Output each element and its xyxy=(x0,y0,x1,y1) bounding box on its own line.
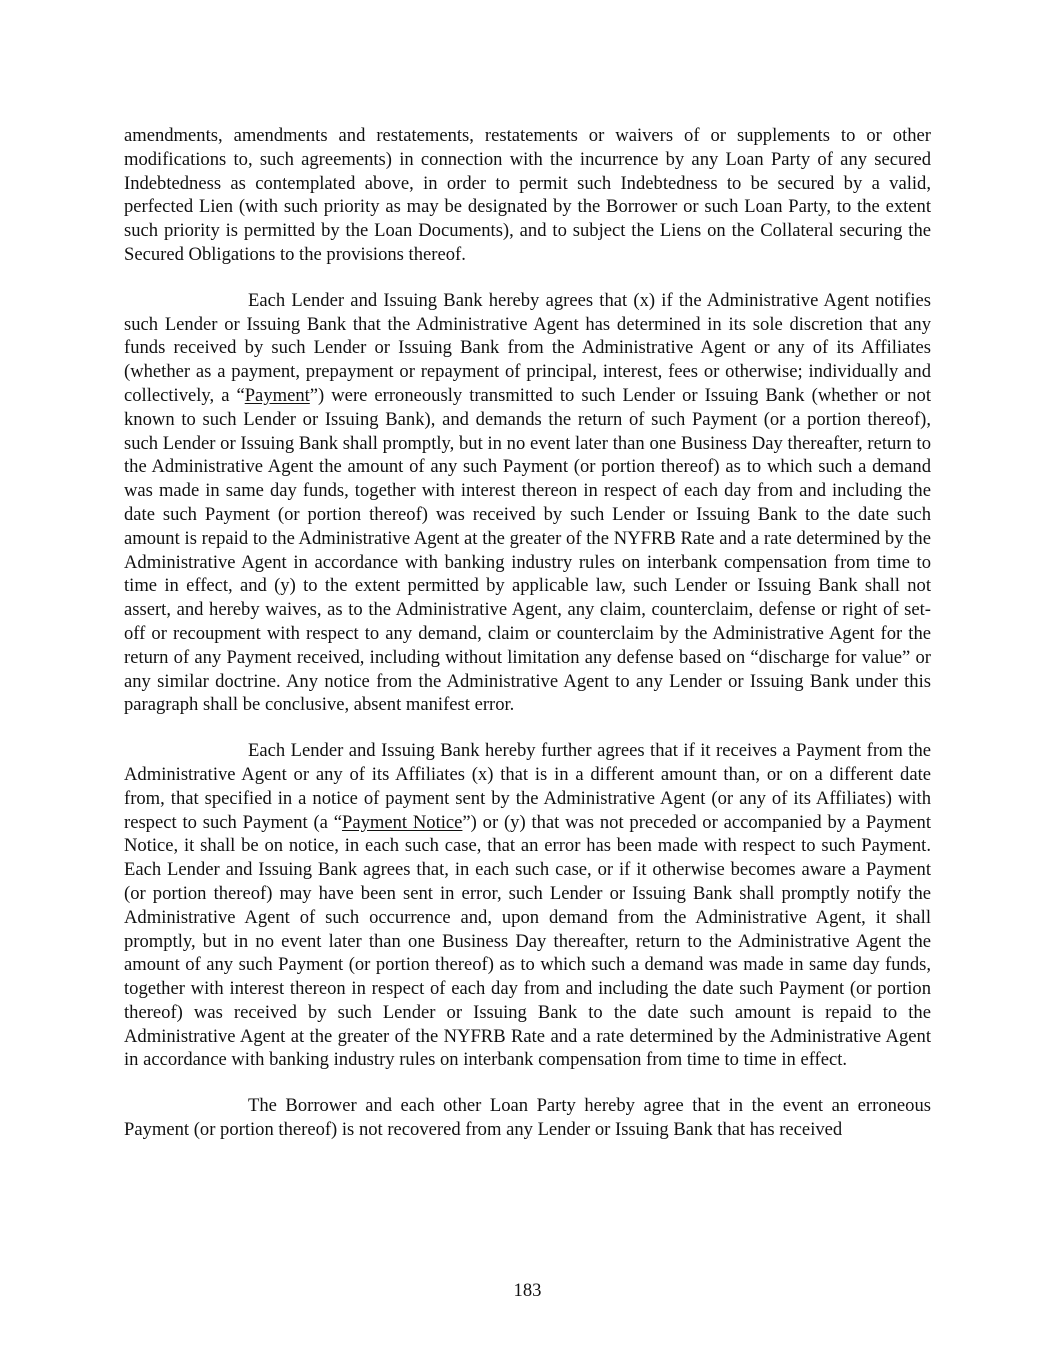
paragraph-continuation: amendments, amendments and restatements, restatements or waivers of or supplements to or other modifications to, such agreements) in connection with the incurrence by any Loan Party of any secured Indebtedness as contemplated above, in order to permit such Indebtedness to be secured by a valid, perfected Lien (with such priority as may be designated by the Borrower or such Loan Party, to the extent such priority is permitted by the Loan Documents), and to subject the Liens on the Collateral securing the Secured Obligations to the provisions thereof. xyxy=(124,125,931,265)
paragraph-text: ”) were erroneously transmitted to such Lender or Issuing Bank (whether or not known to such Lender or Issuing Bank), and demands the return of such Payment (or a portion thereof), such Lender or Issuing Bank shall promptly, but in no event later than one Business Day thereafter, return to the Administrative Agent the amount of any such Payment (or portion thereof) as to which such a demand was made in same day funds, together with interest thereon in respect of each day from and including the date such Payment (or portion thereof) was received by such Lender or Issuing Bank to the date such amount is repaid to the Administrative Agent at the greater of the NYFRB Rate and a rate determined by the Administrative Agent in accordance with banking industry rules on interbank compensation from time to time in effect, and (y) to the extent permitted by applicable law, such Lender or Issuing Bank shall not assert, and hereby waives, as to the Administrative Agent, any claim, counterclaim, defense or right of set-off or recoupment with respect to any demand, claim or counterclaim by the Administrative Agent for the return of any Payment received, including without limitation any defense based on “discharge for value” or any similar doctrine. Any notice from the Administrative Agent to any Lender or Issuing Bank under this paragraph shall be conclusive, absent manifest error. xyxy=(124,384,931,716)
paragraph-text: Each Lender and Issuing Bank hereby further agrees that if it receives a Payment from the Administrative Agent or any of its Affiliates (x) that is in a different amount than, or on a different date from, that specified in a notice of payment sent by the Administrative Agent (or any of its Affiliates) with respect to such Payment (a “ xyxy=(124,740,931,833)
defined-term-payment: Payment xyxy=(244,384,310,406)
paragraph-borrower-agreement: The Borrower and each other Loan Party hereby agree that in the event an erroneous Payment (or portion thereof) is not recovered from any Lender or Issuing Bank that has received xyxy=(124,1095,931,1141)
defined-term-payment-notice: Payment Notice xyxy=(341,811,463,833)
paragraph-erroneous-payment-return xyxy=(124,289,931,717)
document-body xyxy=(124,124,931,1164)
paragraph-payment-notice xyxy=(124,739,931,1072)
paragraph-text: ”) or (y) that was not preceded or accompanied by a Payment Notice, it shall be on notice, in each such case, that an error has been made with respect to such Payment. Each Lender and Issuing Bank agrees that, in each such case, or if it otherwise becomes aware a Payment (or portion thereof) may have been sent in error, such Lender or Issuing Bank shall promptly notify the Administrative Agent of such occurrence and, upon demand from the Administrative Agent, it shall promptly, but in no event later than one Business Day thereafter, return to the Administrative Agent the amount of any such Payment (or portion thereof) as to which such a demand was made in same day funds, together with interest thereon in respect of each day from and including the date such Payment (or portion thereof) was received by such Lender or Issuing Bank to the date such amount is repaid to the Administrative Agent at the greater of the NYFRB Rate and a rate determined by the Administrative Agent in accordance with banking industry rules on interbank compensation from time to time in effect. xyxy=(124,811,932,1071)
paragraph-text: Each Lender and Issuing Bank hereby agrees that (x) if the Administrative Agent notifies such Lender or Issuing Bank that the Administrative Agent has determined in its sole discretion that any funds received by such Lender or Issuing Bank from the Administrative Agent or any of its Affiliates (whether as a payment, prepayment or repayment of principal, interest, fees or otherwise; individually and collectively, a “ xyxy=(124,289,931,406)
page-number: 183 xyxy=(513,1280,542,1301)
